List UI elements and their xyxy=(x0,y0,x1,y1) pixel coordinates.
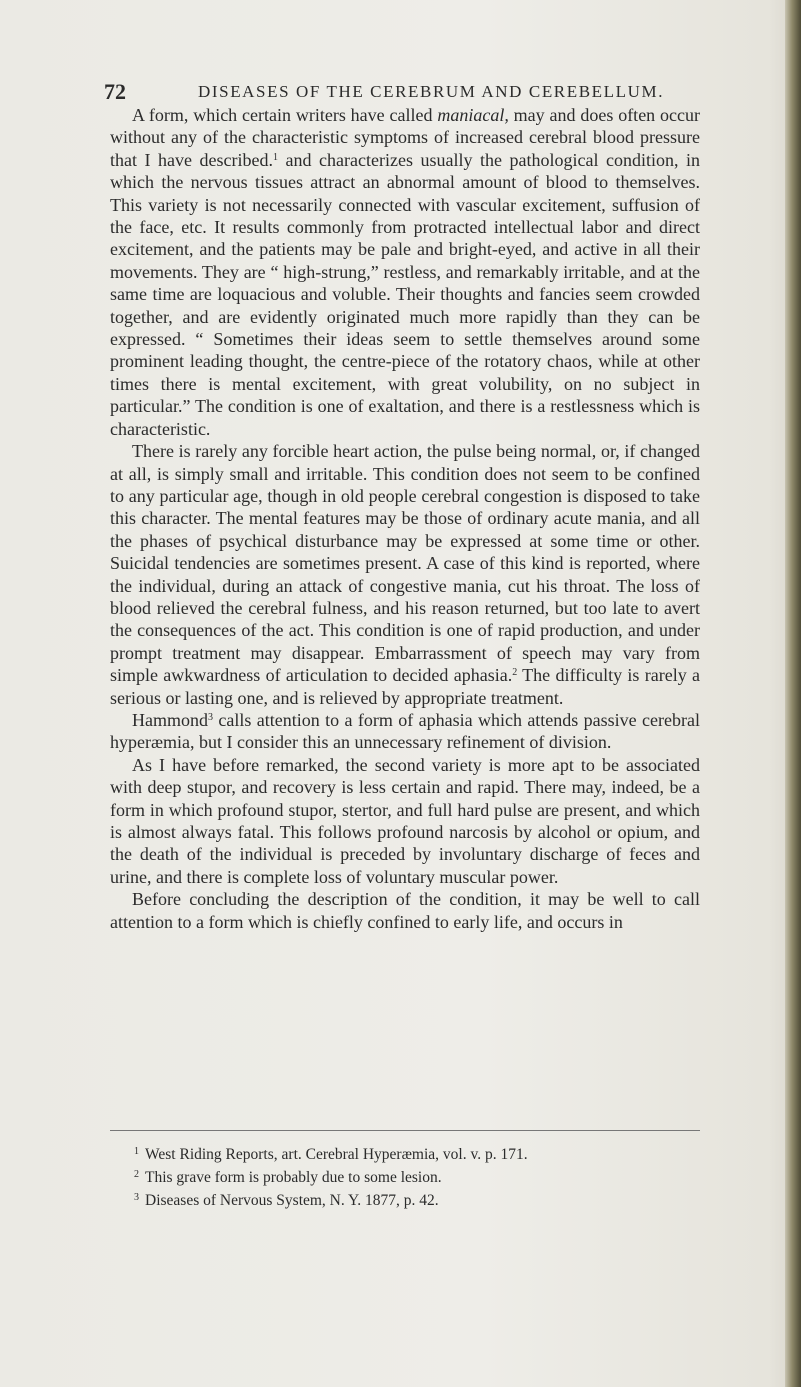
page-number: 72 xyxy=(104,79,126,104)
footnote-mark: 1 xyxy=(134,1146,139,1157)
paragraph: Before concluding the description of the condition, it may be well to call attention to a form which is chiefly confined to early life, and occurs in xyxy=(110,889,700,932)
footnote-mark: 2 xyxy=(134,1169,139,1180)
footnote-text: Diseases of Nervous System, N. Y. 1877, p. 42. xyxy=(145,1192,439,1209)
footnote-text: West Riding Reports, art. Cerebral Hyperæmia, vol. v. p. 171. xyxy=(145,1146,528,1163)
footnote-text: This grave form is probably due to some lesion. xyxy=(145,1169,442,1186)
paragraph: As I have before remarked, the second variety is more apt to be associated with deep stupor, and recovery is less certain and rapid. There may, indeed, be a form in which profound stupor, stertor, and full hard pulse are present, and which is almost always fatal. This follows profound narcosis by alcohol or opium, and the death of the individual is preceded by involuntary discharge of feces and urine, and there is complete loss of voluntary muscular power. xyxy=(110,754,700,887)
footnote xyxy=(134,1188,694,1211)
footnotes xyxy=(134,1142,694,1211)
paragraph: A form, which certain writers have called maniacal, may and does often occur without any of the characteristic symptoms of increased cerebral blood pressure that I have described.$^1$ and characterizes usually the pathological condition, in which the nervous tissues attract an abnormal amount of blood to themselves. This variety is not necessarily connected with vascular excitement, suffusion of the face, etc. It results commonly from protracted intellectual labor and direct excitement, and the patients may be pale and bright-eyed, and active in all their movements. They are “ high-strung,” restless, and remarkably irritable, and at the same time are loquacious and voluble. Their thoughts and fancies seem crowded together, and are evidently originated much more rapidly than they can be expressed. “ Sometimes their ideas seem to settle themselves around some prominent leading thought, the centre-piece of the rotatory chaos, while at other times there is mental excitement, with great volubility, on no subject in particular.” The condition is one of exaltation, and there is a restlessness which is characteristic. xyxy=(110,105,700,439)
footnote-rule xyxy=(110,1130,700,1131)
book-spine-edge xyxy=(785,0,801,1387)
paragraph: Hammond$^3$ calls attention to a form of aphasia which attends passive cerebral hyperæmia, but I consider this an unnecessary refinement of division. xyxy=(110,709,700,753)
body-text xyxy=(110,104,700,933)
footnote xyxy=(134,1142,694,1165)
paragraph: There is rarely any forcible heart action, the pulse being normal, or, if changed at all, is simply small and irritable. This condition does not seem to be confined to any particular age, though in old people cerebral congestion is disposed to take this character. The mental features may be those of ordinary acute mania, and all the phases of psychical disturbance may be expressed at some time or other. Suicidal tendencies are sometimes present. A case of this kind is reported, where the individual, during an attack of congestive mania, cut his throat. The loss of blood relieved the cerebral fulness, and his reason returned, but too late to avert the consequences of the act. This condition is one of rapid production, and under prompt treatment may disappear. Embarrassment of speech may vary from simple awkwardness of articulation to decided aphasia.$^2$ The difficulty is rarely a serious or lasting one, and is relieved by appropriate treatment. xyxy=(110,441,701,708)
footnote-ref: 3 xyxy=(208,711,213,723)
italic-term: maniacal, xyxy=(437,105,509,125)
running-head: DISEASES OF THE CEREBRUM AND CEREBELLUM. xyxy=(198,82,665,101)
footnote xyxy=(134,1165,694,1188)
footnote-ref: 1 xyxy=(273,151,278,163)
footnote-mark: 3 xyxy=(134,1192,139,1203)
footnote-ref: 2 xyxy=(512,667,518,679)
